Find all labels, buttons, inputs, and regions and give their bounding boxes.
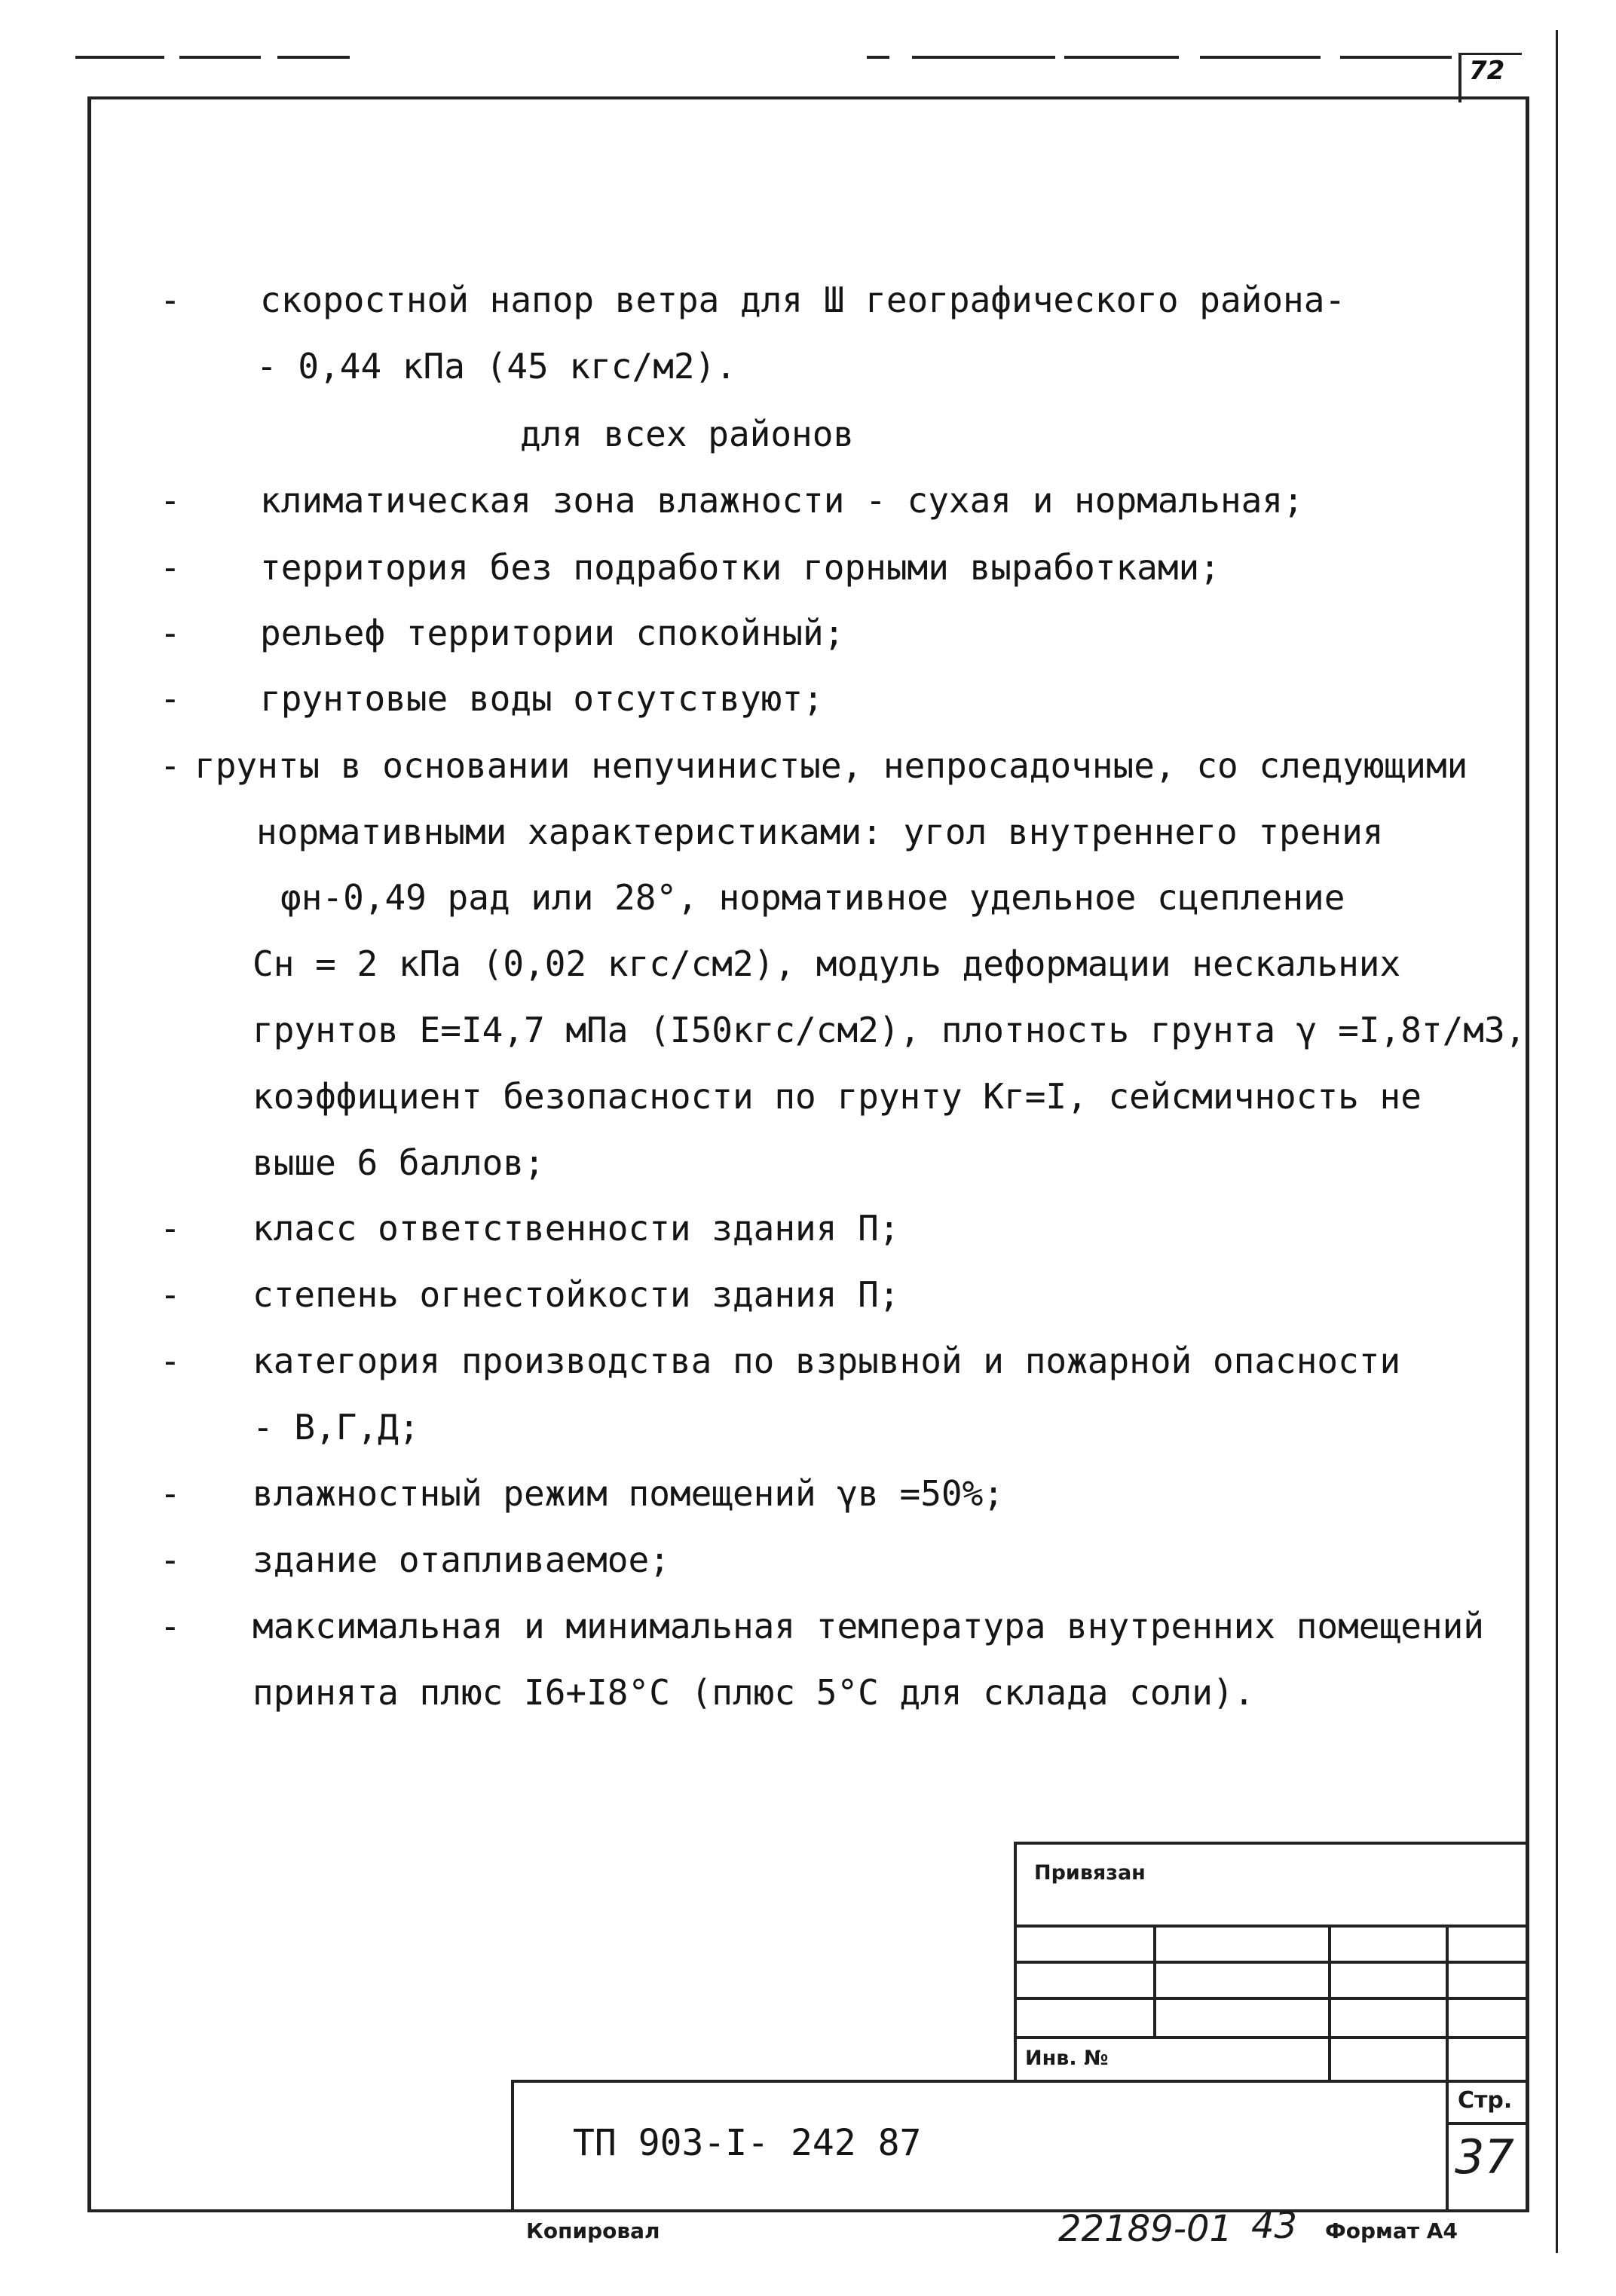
bullet: - xyxy=(160,1539,181,1580)
bullet: - xyxy=(160,280,181,320)
bullet: - xyxy=(160,1341,181,1381)
text-line: - 0,44 кПа (45 кгс/м2). xyxy=(256,346,736,387)
corner-mark: 72 xyxy=(1469,56,1505,86)
text-line: класс ответственности здания П; xyxy=(252,1208,900,1249)
inv-number-label: Инв. № xyxy=(1025,2047,1109,2070)
text-line: климатическая зона влажности - сухая и нормальная; xyxy=(260,480,1304,521)
bullet: - xyxy=(160,678,181,719)
text-line: выше 6 баллов; xyxy=(252,1142,545,1183)
sheet-count: 43 xyxy=(1251,2205,1298,2247)
text-line: нормативными характеристиками: угол внутреннего трения xyxy=(256,812,1384,852)
text-line: коэффициент безопасности по грунту Кг=I, сейсмичность не xyxy=(252,1076,1422,1117)
text-line: φн-0,49 рад или 28°, нормативное удельное сцепление xyxy=(280,877,1345,918)
bullet: - xyxy=(160,745,181,786)
text-line: принята плюс I6+I8°С (плюс 5°С для склада соли). xyxy=(252,1672,1255,1713)
text-line: здание отапливаемое; xyxy=(252,1539,670,1580)
bullet: - xyxy=(160,1208,181,1249)
section-heading: для всех районов xyxy=(520,414,855,454)
order-number: 22189-01 xyxy=(1058,2208,1233,2250)
text-line: скоростной напор ветра для Ш географического района- xyxy=(260,280,1346,320)
text-line: - В,Г,Д; xyxy=(252,1407,420,1448)
text-line: максимальная и минимальная температура внутренних помещений xyxy=(252,1606,1484,1646)
text-line: степень огнестойкости здания П; xyxy=(252,1274,900,1315)
page-number: 37 xyxy=(1455,2129,1514,2184)
text-line: территория без подработки горными выработками; xyxy=(260,547,1220,588)
text-line: Сн = 2 кПа (0,02 кгс/см2), модуль деформации нескальних xyxy=(252,943,1401,984)
format-label: Формат А4 xyxy=(1325,2218,1458,2243)
text-line: категория производства по взрывной и пожарной опасности xyxy=(252,1341,1401,1381)
copied-label: Копировал xyxy=(526,2218,660,2243)
text-line: рельеф территории спокойный; xyxy=(260,613,845,653)
bullet: - xyxy=(160,1606,181,1646)
text-line: влажностный режим помещений γв =50%; xyxy=(252,1473,1004,1514)
bullet: - xyxy=(160,1473,181,1514)
bullet: - xyxy=(160,480,181,521)
bullet: - xyxy=(160,1274,181,1315)
document-code: ТП 903-I- 242 87 xyxy=(573,2122,922,2164)
text-line: грунтовые воды отсутствуют; xyxy=(260,678,824,719)
corner-mark-box xyxy=(1458,53,1522,102)
bullet: - xyxy=(160,547,181,588)
page-label: Стр. xyxy=(1458,2087,1513,2114)
privyazan-label: Привязан xyxy=(1034,1861,1146,1885)
text-line: грунтов Е=I4,7 мПа (I50кгс/см2), плотность грунта γ =I,8т/м3, xyxy=(252,1010,1526,1050)
text-line: грунты в основании непучинистые, непросадочные, со следующими xyxy=(194,745,1468,786)
bullet: - xyxy=(160,613,181,653)
